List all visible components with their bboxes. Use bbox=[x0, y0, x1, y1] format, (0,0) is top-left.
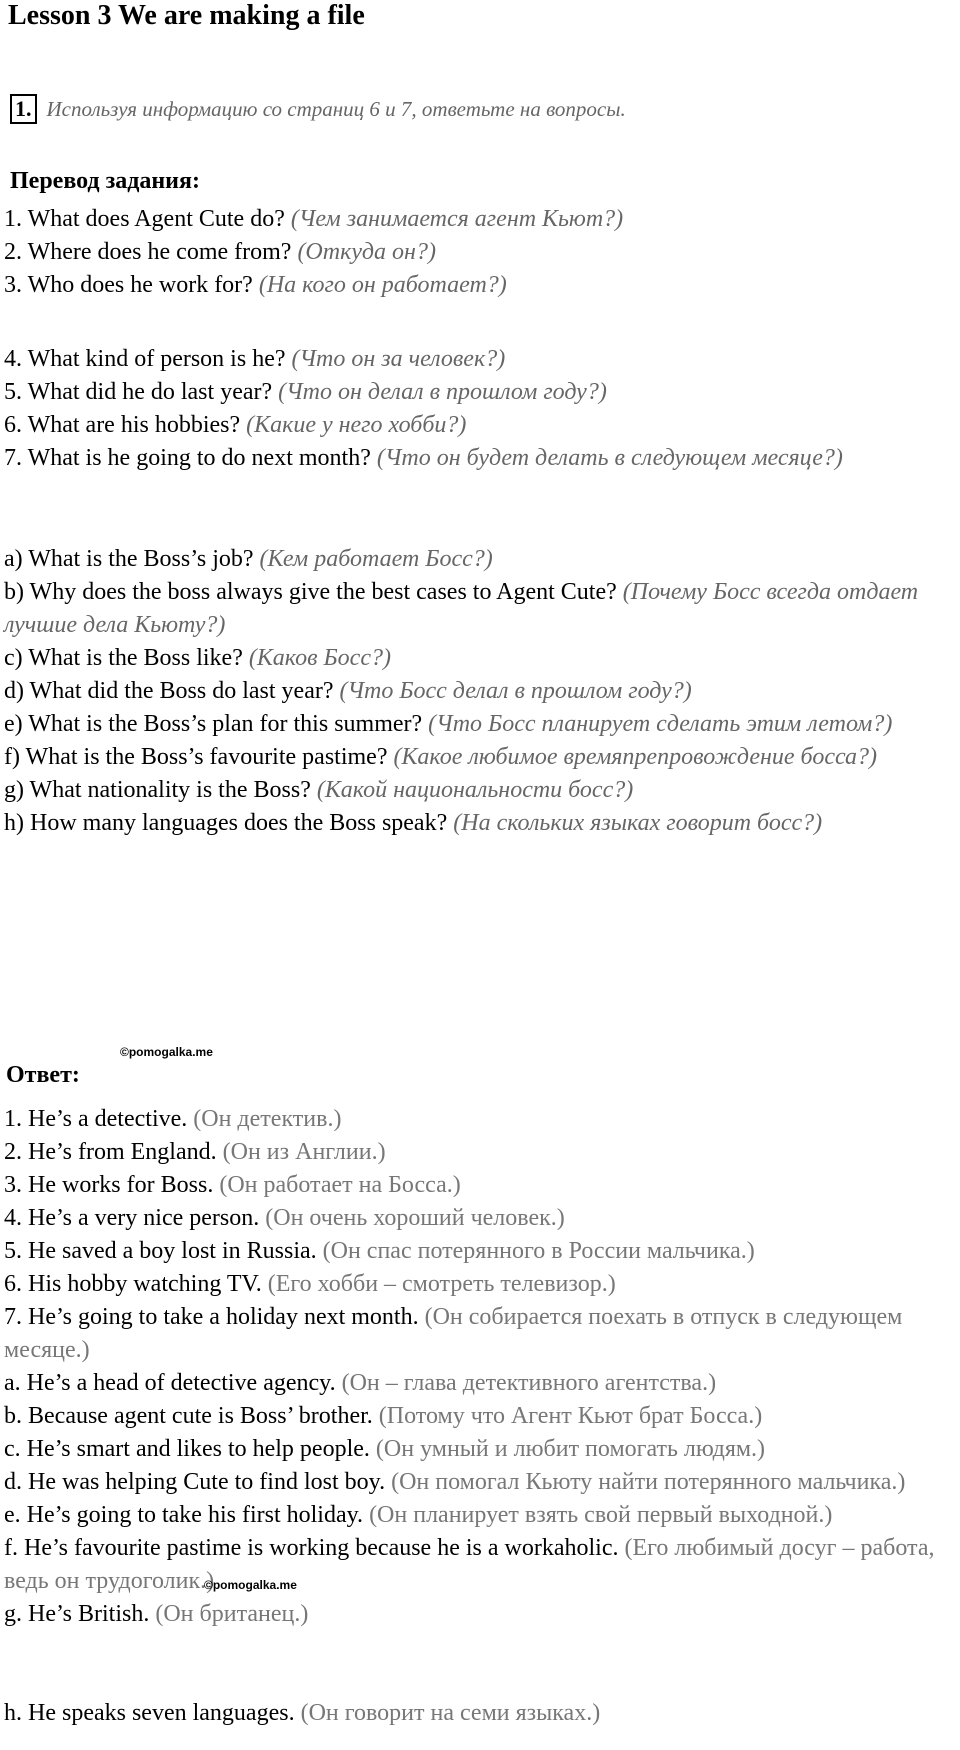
answer-item bbox=[4, 1466, 956, 1499]
answer-translation: (Он помогал Кьюту найти потерянного мальчика.) bbox=[391, 1469, 906, 1495]
answer-item bbox=[4, 1301, 956, 1367]
answer-item bbox=[4, 1169, 956, 1202]
questions-group-1 bbox=[4, 203, 956, 302]
question-text: 1. What does Agent Cute do? bbox=[4, 206, 285, 232]
question-text: h) How many languages does the Boss speak? bbox=[4, 810, 448, 836]
answer-text: h. He speaks seven languages. bbox=[4, 1700, 295, 1726]
questions-group-2 bbox=[4, 343, 956, 475]
answer-item bbox=[4, 1532, 956, 1598]
question-text: e) What is the Boss’s plan for this summer? bbox=[4, 711, 423, 737]
answer-item bbox=[4, 1268, 956, 1301]
answer-text: g. He’s British. bbox=[4, 1601, 150, 1627]
question-text: 5. What did he do last year? bbox=[4, 379, 273, 405]
question-item bbox=[4, 203, 956, 236]
answer-translation: (Он работает на Босса.) bbox=[219, 1172, 461, 1198]
answer-translation: (Он собирается поехать в отпуск в следующем месяце.) bbox=[4, 1304, 903, 1363]
question-translation: (Какие у него хобби?) bbox=[246, 412, 467, 438]
question-item bbox=[4, 269, 956, 302]
question-item bbox=[4, 807, 956, 840]
question-translation: (Что он за человек?) bbox=[291, 346, 506, 372]
answer-translation: (Его любимый досуг – работа, ведь он трудоголик.) bbox=[4, 1535, 935, 1594]
answer-item bbox=[4, 1103, 956, 1136]
task-number-box: 1. bbox=[10, 94, 37, 124]
answer-translation: (Он детектив.) bbox=[193, 1106, 342, 1132]
answer-text: 5. He saved a boy lost in Russia. bbox=[4, 1238, 317, 1264]
question-text: f) What is the Boss’s favourite pastime? bbox=[4, 744, 388, 770]
answers-list bbox=[4, 1103, 956, 1631]
watermark: ©pomogalka.me bbox=[204, 1578, 297, 1592]
translation-heading: Перевод задания: bbox=[10, 168, 200, 194]
question-item bbox=[4, 642, 956, 675]
question-text: 2. Where does he come from? bbox=[4, 239, 292, 265]
answer-translation: (Он планирует взять свой первый выходной.) bbox=[369, 1502, 833, 1528]
question-text: d) What did the Boss do last year? bbox=[4, 678, 334, 704]
question-item bbox=[4, 708, 956, 741]
answer-item bbox=[4, 1136, 956, 1169]
answer-text: 3. He works for Boss. bbox=[4, 1172, 214, 1198]
answer-text: d. He was helping Cute to find lost boy. bbox=[4, 1469, 386, 1495]
answer-item bbox=[4, 1235, 956, 1268]
question-item bbox=[4, 236, 956, 269]
question-translation: (Что Босс делал в прошлом году?) bbox=[339, 678, 692, 704]
question-item bbox=[4, 576, 956, 642]
answer-text: e. He’s going to take his first holiday. bbox=[4, 1502, 364, 1528]
question-text: b) Why does the boss always give the best cases to Agent Cute? bbox=[4, 579, 617, 605]
answer-text: f. He’s favourite pastime is working because he is a workaholic. bbox=[4, 1535, 619, 1561]
task-instruction bbox=[10, 94, 626, 124]
question-item bbox=[4, 675, 956, 708]
answer-item bbox=[4, 1499, 956, 1532]
answer-translation: (Потому что Агент Кьют брат Босса.) bbox=[378, 1403, 763, 1429]
answer-item bbox=[4, 1598, 956, 1631]
answer-item bbox=[4, 1433, 956, 1466]
question-text: c) What is the Boss like? bbox=[4, 645, 243, 671]
question-translation: (Каков Босс?) bbox=[248, 645, 391, 671]
answer-text: b. Because agent cute is Boss’ brother. bbox=[4, 1403, 373, 1429]
question-translation: (Что он делал в прошлом году?) bbox=[278, 379, 607, 405]
answer-item bbox=[4, 1202, 956, 1235]
question-item bbox=[4, 442, 956, 475]
question-item bbox=[4, 543, 956, 576]
question-translation: (Чем занимается агент Кьют?) bbox=[290, 206, 624, 232]
question-text: a) What is the Boss’s job? bbox=[4, 546, 254, 572]
question-translation: (На скольких языках говорит босс?) bbox=[453, 810, 823, 836]
answer-text: 1. He’s a detective. bbox=[4, 1106, 188, 1132]
question-text: 3. Who does he work for? bbox=[4, 272, 253, 298]
answer-translation: (Он умный и любит помогать людям.) bbox=[375, 1436, 766, 1462]
question-item bbox=[4, 774, 956, 807]
lesson-title: Lesson 3 We are making a file bbox=[8, 0, 365, 31]
answer-heading: Ответ: bbox=[6, 1062, 80, 1088]
question-translation: (Откуда он?) bbox=[297, 239, 436, 265]
question-item bbox=[4, 343, 956, 376]
question-translation: (Кем работает Босс?) bbox=[259, 546, 493, 572]
answer-item bbox=[4, 1400, 956, 1433]
answer-text: 4. He’s a very nice person. bbox=[4, 1205, 260, 1231]
answer-translation: (Он говорит на семи языках.) bbox=[300, 1700, 601, 1726]
question-translation: (На кого он работает?) bbox=[258, 272, 507, 298]
answer-translation: (Он очень хороший человек.) bbox=[265, 1205, 565, 1231]
question-text: 7. What is he going to do next month? bbox=[4, 445, 371, 471]
answer-translation: (Он – глава детективного агентства.) bbox=[341, 1370, 717, 1396]
answer-translation: (Его хобби – смотреть телевизор.) bbox=[267, 1271, 616, 1297]
watermark: ©pomogalka.me bbox=[120, 1045, 213, 1059]
answer-text: a. He’s a head of detective agency. bbox=[4, 1370, 336, 1396]
questions-group-3 bbox=[4, 543, 956, 840]
question-translation: (Что Босс планирует сделать этим летом?) bbox=[428, 711, 893, 737]
question-item bbox=[4, 409, 956, 442]
question-translation: (Что он будет делать в следующем месяце?) bbox=[376, 445, 843, 471]
question-text: 6. What are his hobbies? bbox=[4, 412, 241, 438]
answer-translation: (Он британец.) bbox=[155, 1601, 309, 1627]
question-translation: (Какое любимое времяпрепровождение босса?) bbox=[393, 744, 877, 770]
question-translation: (Почему Босс всегда отдает лучшие дела Кьюту?) bbox=[4, 579, 919, 638]
question-text: 4. What kind of person is he? bbox=[4, 346, 286, 372]
question-text: g) What nationality is the Boss? bbox=[4, 777, 311, 803]
question-item bbox=[4, 741, 956, 774]
answer-item bbox=[4, 1367, 956, 1400]
answer-text: 6. His hobby watching TV. bbox=[4, 1271, 262, 1297]
answer-translation: (Он спас потерянного в России мальчика.) bbox=[322, 1238, 755, 1264]
task-text: Используя информацию со страниц 6 и 7, ответьте на вопросы. bbox=[46, 96, 626, 121]
answer-item-last bbox=[4, 1697, 956, 1730]
answer-text: 2. He’s from England. bbox=[4, 1139, 217, 1165]
question-item bbox=[4, 376, 956, 409]
answer-text: 7. He’s going to take a holiday next month. bbox=[4, 1304, 419, 1330]
answer-text: c. He’s smart and likes to help people. bbox=[4, 1436, 370, 1462]
answer-translation: (Он из Англии.) bbox=[222, 1139, 386, 1165]
question-translation: (Какой национальности босс?) bbox=[316, 777, 634, 803]
answer-item bbox=[4, 1697, 956, 1730]
